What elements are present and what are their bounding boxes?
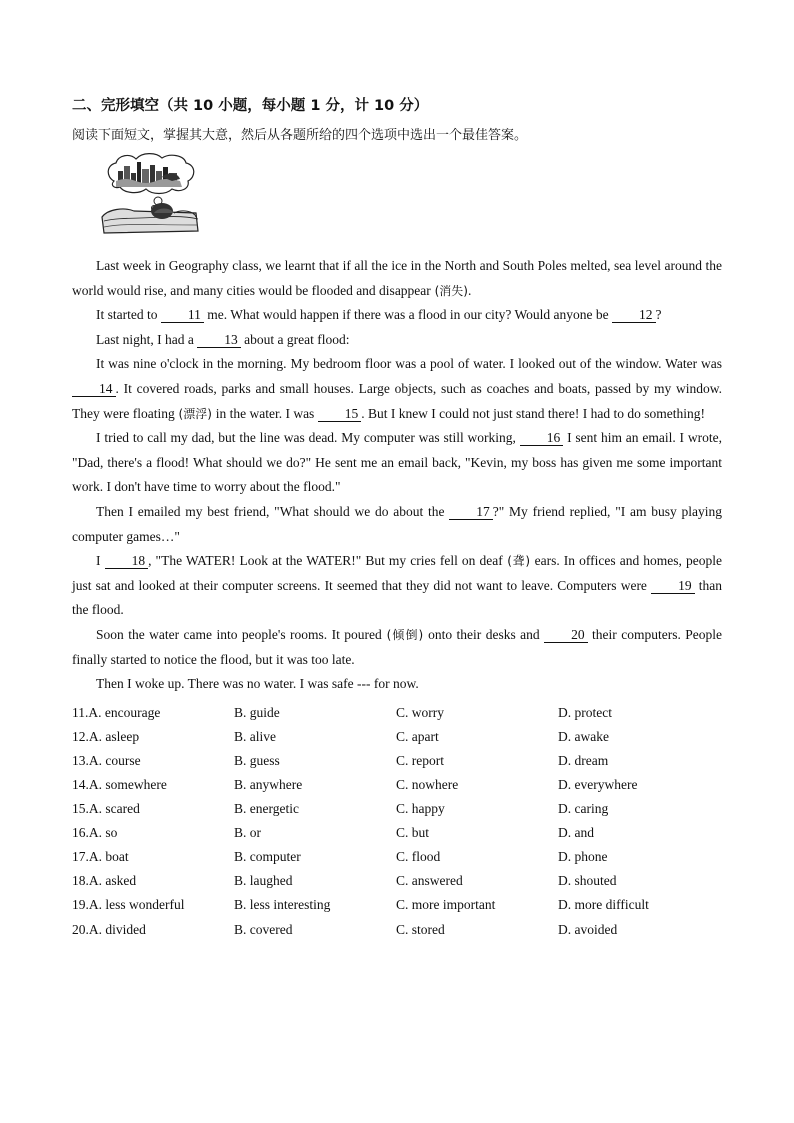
option-text: C. more important bbox=[396, 897, 496, 913]
question-number: 20. bbox=[72, 921, 89, 937]
question-number: 15. bbox=[72, 801, 89, 817]
option-text: A. divided bbox=[88, 921, 146, 937]
option-c[interactable] bbox=[396, 825, 558, 841]
question-number: 14. bbox=[72, 777, 89, 793]
question-row bbox=[72, 701, 722, 725]
option-text: A. asked bbox=[88, 873, 137, 889]
question-row bbox=[72, 725, 722, 749]
option-text: C. but bbox=[396, 825, 430, 841]
option-c[interactable] bbox=[396, 849, 558, 865]
option-b[interactable] bbox=[234, 801, 396, 817]
blank-17[interactable]: 17 bbox=[449, 504, 493, 520]
option-text: D. avoided bbox=[558, 921, 618, 937]
option-c[interactable] bbox=[396, 801, 558, 817]
blank-19[interactable]: 19 bbox=[651, 578, 695, 594]
option-text: C. report bbox=[396, 752, 444, 768]
blank-20[interactable]: 20 bbox=[544, 627, 588, 643]
option-text: D. everywhere bbox=[558, 777, 638, 793]
option-text: D. dream bbox=[558, 752, 609, 768]
passage-paragraph-4: It was nine o'clock in the morning. My bedroom floor was a pool of water. I looked out of the window. Water was 14 . It covered roads, parks and small houses. Large objects, such as coaches and boats, passed by my window. They were floating (漂浮) in the water. I was 15 . But I knew I could not just stand there! I had to do something! bbox=[72, 356, 722, 421]
question-row bbox=[72, 893, 722, 917]
question-number: 17. bbox=[72, 849, 89, 865]
option-text: A. so bbox=[88, 825, 118, 841]
option-text: C. nowhere bbox=[396, 777, 459, 793]
option-c[interactable] bbox=[396, 873, 558, 889]
option-d[interactable] bbox=[558, 897, 718, 913]
option-a[interactable] bbox=[72, 849, 234, 865]
option-text: C. flood bbox=[396, 849, 441, 865]
option-text: B. energetic bbox=[234, 801, 299, 817]
option-text: A. encourage bbox=[88, 704, 161, 720]
option-a[interactable] bbox=[72, 801, 234, 817]
option-text: C. apart bbox=[396, 728, 439, 744]
question-number: 16. bbox=[72, 825, 89, 841]
question-row bbox=[72, 797, 722, 821]
option-a[interactable] bbox=[72, 777, 234, 793]
option-c[interactable] bbox=[396, 729, 558, 745]
question-number: 18. bbox=[72, 873, 89, 889]
sleeping-boy-dreaming-icon bbox=[100, 151, 200, 239]
option-a[interactable] bbox=[72, 729, 234, 745]
blank-12[interactable]: 12 bbox=[612, 307, 656, 323]
option-text: A. less wonderful bbox=[88, 897, 185, 913]
question-row bbox=[72, 918, 722, 942]
passage-paragraph-6: Then I emailed my best friend, "What should we do about the 17 ?" My friend replied, "I am busy playing computer games…" bbox=[72, 503, 723, 544]
option-text: B. less interesting bbox=[234, 897, 331, 913]
passage-paragraph-9: Then I woke up. There was no water. I was safe --- for now. bbox=[96, 676, 419, 692]
question-number: 13. bbox=[72, 752, 89, 768]
passage-paragraph-8: Soon the water came into people's rooms. It poured (倾倒) onto their desks and 20 their computers. People finally started to notice the flood, but it was too late. bbox=[72, 626, 723, 667]
cloze-passage bbox=[72, 254, 722, 697]
blank-15[interactable]: 15 bbox=[318, 406, 362, 422]
option-text: D. and bbox=[558, 825, 594, 841]
passage-paragraph-1: Last week in Geography class, we learnt that if all the ice in the North and South Poles melted, sea level around the world would rise, and many cities would be flooded and disappear (消失). bbox=[72, 258, 722, 298]
question-row bbox=[72, 773, 722, 797]
option-text: D. caring bbox=[558, 801, 609, 817]
option-text: A. somewhere bbox=[88, 777, 167, 793]
option-d[interactable] bbox=[558, 825, 718, 841]
option-d[interactable] bbox=[558, 849, 718, 865]
option-b[interactable] bbox=[234, 777, 396, 793]
option-text: C. worry bbox=[396, 704, 444, 720]
option-a[interactable] bbox=[72, 897, 234, 913]
option-text: D. awake bbox=[558, 728, 609, 744]
option-text: B. or bbox=[234, 825, 261, 841]
option-a[interactable] bbox=[72, 705, 234, 721]
question-number: 12. bbox=[72, 728, 89, 744]
option-a[interactable] bbox=[72, 873, 234, 889]
option-c[interactable] bbox=[396, 705, 558, 721]
blank-18[interactable]: 18 bbox=[105, 553, 149, 569]
option-text: C. stored bbox=[396, 921, 445, 937]
passage-paragraph-5: I tried to call my dad, but the line was dead. My computer was still working, 16 I sent him an email. I wrote, "Dad, there's a flood! What should we do?" He sent me an email back, "Kevin, my boss has given me some important work. I don't have time to worry about the flood." bbox=[72, 430, 722, 495]
blank-11[interactable]: 11 bbox=[161, 307, 204, 323]
option-text: D. phone bbox=[558, 849, 608, 865]
option-c[interactable] bbox=[396, 922, 558, 938]
option-text: D. more difficult bbox=[558, 897, 649, 913]
option-c[interactable] bbox=[396, 753, 558, 769]
document-page bbox=[72, 96, 722, 942]
option-a[interactable] bbox=[72, 825, 234, 841]
passage-paragraph-7: I 18 , "The WATER! Look at the WATER!" But my cries fell on deaf (聋) ears. In offices and homes, people just sat and looked at their computer screens. It seemed that they did not want to leave. Computers were 19 than the flood. bbox=[72, 553, 722, 618]
option-text: A. asleep bbox=[88, 728, 140, 744]
blank-13[interactable]: 13 bbox=[197, 332, 241, 348]
question-row bbox=[72, 845, 722, 869]
option-b[interactable] bbox=[234, 873, 396, 889]
option-b[interactable] bbox=[234, 825, 396, 841]
question-row bbox=[72, 869, 722, 893]
option-text: B. computer bbox=[234, 849, 301, 865]
option-a[interactable] bbox=[72, 922, 234, 938]
blank-16[interactable]: 16 bbox=[520, 430, 564, 446]
option-text: B. guess bbox=[234, 752, 280, 768]
question-row bbox=[72, 749, 722, 773]
option-b[interactable] bbox=[234, 753, 396, 769]
option-d[interactable] bbox=[558, 873, 718, 889]
option-d[interactable] bbox=[558, 777, 718, 793]
option-text: B. alive bbox=[234, 728, 276, 744]
section-heading: 二、完形填空（共 10 小题，每小题 1 分，计 10 分） bbox=[72, 98, 429, 114]
question-number: 11. bbox=[72, 704, 89, 720]
option-d[interactable] bbox=[558, 729, 718, 745]
option-text: A. course bbox=[88, 752, 141, 768]
question-number: 19. bbox=[72, 897, 89, 913]
option-c[interactable] bbox=[396, 897, 558, 913]
option-c[interactable] bbox=[396, 777, 558, 793]
passage-paragraph-3: Last night, I had a 13 about a great flood: bbox=[96, 331, 350, 347]
option-text: A. boat bbox=[88, 849, 129, 865]
option-text: B. anywhere bbox=[234, 777, 303, 793]
blank-14[interactable]: 14 bbox=[72, 381, 116, 397]
option-d[interactable] bbox=[558, 801, 718, 817]
option-b[interactable] bbox=[234, 729, 396, 745]
option-text: A. scared bbox=[88, 801, 140, 817]
option-d[interactable] bbox=[558, 753, 718, 769]
answer-options bbox=[72, 701, 722, 942]
option-b[interactable] bbox=[234, 849, 396, 865]
option-b[interactable] bbox=[234, 897, 396, 913]
option-d[interactable] bbox=[558, 922, 718, 938]
passage-paragraph-2: It started to 11 me. What would happen if there was a flood in our city? Would anyone be 12 ? bbox=[96, 307, 662, 323]
option-text: C. answered bbox=[396, 873, 463, 889]
option-b[interactable] bbox=[234, 922, 396, 938]
option-b[interactable] bbox=[234, 705, 396, 721]
option-text: C. happy bbox=[396, 801, 445, 817]
option-text: B. guide bbox=[234, 704, 280, 720]
option-text: B. laughed bbox=[234, 873, 293, 889]
question-row bbox=[72, 821, 722, 845]
option-a[interactable] bbox=[72, 753, 234, 769]
option-text: D. protect bbox=[558, 704, 612, 720]
option-text: D. shouted bbox=[558, 873, 617, 889]
instructions: 阅读下面短文，掌握其大意，然后从各题所给的四个选项中选出一个最佳答案。 bbox=[72, 128, 528, 143]
option-d[interactable] bbox=[558, 705, 718, 721]
option-text: B. covered bbox=[234, 921, 293, 937]
